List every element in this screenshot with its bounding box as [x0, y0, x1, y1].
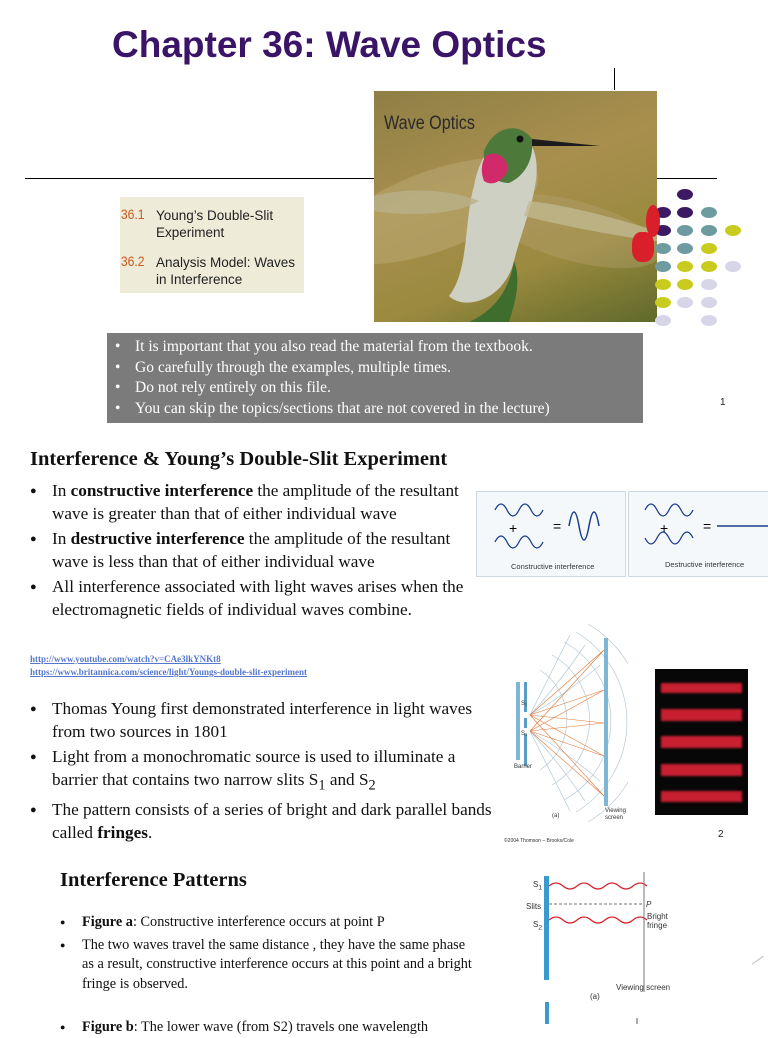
figure-sub-label: (a) [590, 992, 600, 1001]
barrier-label: Barrier [514, 764, 533, 770]
dot [655, 243, 671, 254]
toc-label: Young’s Double-Slit [156, 208, 274, 223]
dot [677, 189, 693, 200]
dot [701, 261, 717, 272]
bullet-text: and S [325, 769, 369, 789]
constructive-interference-figure [476, 491, 626, 577]
dot [701, 279, 717, 290]
subscript: 2 [538, 924, 543, 932]
slit-letter: S [533, 880, 539, 889]
toc-number: 36.1 [120, 207, 145, 222]
bullet-text: the amplitude of the resultant wave is greater than that of either individual wave [52, 481, 459, 523]
page-number: 2 [718, 829, 724, 840]
point-p-label: P [646, 900, 652, 909]
bullet-young: ● Thomas Young first demonstrated interference in light waves from two sources in 1801 [30, 698, 500, 743]
fringe-pattern-photo [655, 669, 748, 815]
equals-sign: = [553, 518, 562, 534]
figure-caption: Constructive interference [511, 562, 595, 571]
bright-fringe-label-line: Bright [647, 912, 668, 921]
bullet-term: destructive interference [70, 529, 245, 548]
dot [677, 207, 693, 218]
plus-sign: + [509, 520, 518, 536]
subscript: 1 [318, 776, 326, 793]
bullet-term: constructive interference [70, 481, 254, 500]
bullet-destructive [30, 528, 490, 573]
viewing-screen-label-line: screen [605, 815, 624, 821]
bullet-text: : Constructive interference occurs at point P [132, 914, 385, 930]
bullet-text: Light from a monochromatic source is used to illuminate a barrier that contains two narrow slits S [52, 747, 456, 789]
toc-item-36-2 [120, 254, 295, 288]
dot [701, 297, 717, 308]
section-heading: Interference & Young’s Double-Slit Experiment [30, 448, 448, 470]
study-note: • It is important that you also read the material from the textbook. [115, 337, 643, 358]
hummingbird-photo [374, 91, 657, 322]
plus-sign: + [660, 520, 669, 536]
bullet-text: The pattern consists of a series of bright and dark parallel bands called [52, 800, 492, 842]
toc-item-36-1 [120, 207, 273, 241]
slits-point-p-figure [524, 872, 684, 1024]
slits-label: Slits [526, 902, 542, 911]
bullet-term: fringes [97, 822, 148, 842]
bullet-text: : The lower wave (from S2) travels one wavelength [133, 1019, 429, 1035]
bright-fringe [661, 736, 742, 748]
subscript: 1 [538, 884, 543, 892]
figure-caption: Destructive interference [665, 560, 745, 569]
photo-title: Wave Optics [384, 113, 475, 134]
bright-fringe [661, 683, 742, 693]
bullet-text: the amplitude of the resultant wave is less than that of either individual wave [52, 529, 451, 571]
study-notes-box [107, 333, 643, 423]
bright-fringe [661, 791, 742, 802]
bright-fringe [661, 709, 742, 721]
bullet-figure-a [60, 913, 480, 933]
bullet-same-distance: ● The two waves travel the same distance , they have the same phase as a result, constructive interference occurs at this point and a bright fringe is observed. [60, 936, 480, 995]
dot [725, 225, 741, 236]
red-accent-shape [632, 232, 654, 262]
bright-fringe-label-line: fringe [647, 921, 668, 930]
toc-label: in Interference [156, 272, 243, 287]
figure-sub-label: (a) [552, 813, 560, 819]
toc-label: Analysis Model: Waves [156, 255, 296, 270]
dot [677, 225, 693, 236]
toc-label: Experiment [156, 225, 225, 240]
slit-label-s2: S₂ [521, 731, 528, 737]
decorative-corner-mark [752, 956, 768, 980]
double-slit-barrier-figure [500, 610, 628, 846]
divider-horizontal-right [657, 178, 717, 179]
youtube-link[interactable]: http://www.youtube.com/watch?v=CAe3lkYNKt8 [30, 654, 221, 664]
chapter-contents-box [120, 197, 304, 293]
bright-fringe-label [647, 912, 668, 930]
equals-sign: = [703, 518, 712, 534]
slit-label-s2 [533, 920, 542, 932]
toc-number: 36.2 [120, 254, 145, 269]
viewing-screen-label [605, 808, 626, 822]
bullet-constructive [30, 480, 490, 525]
dot [655, 261, 671, 272]
dot [677, 261, 693, 272]
study-note: • Do not rely entirely on this file. [115, 378, 643, 399]
bullet-figure-b [60, 1018, 480, 1038]
bullet-text: In [52, 481, 71, 500]
slit-letter: S [533, 920, 539, 929]
dot [655, 297, 671, 308]
young-bullets [30, 698, 500, 844]
bullet-text: All interference associated with light waves arises when the electromagnetic fields of individual waves combine. [52, 577, 464, 619]
study-note: • You can skip the topics/sections that are not covered in the lecture) [115, 399, 643, 420]
dot [701, 225, 717, 236]
dot [655, 279, 671, 290]
bullet-text: In [52, 529, 71, 548]
dot [677, 279, 693, 290]
destructive-interference-figure [628, 491, 768, 577]
dot [725, 261, 741, 272]
figure-credit: ©2004 Thomson – Brooks/Cole [504, 838, 574, 844]
viewing-screen-label: Viewing screen [616, 983, 671, 992]
slit-label-s1 [533, 880, 542, 892]
bullet-fringes [30, 799, 500, 844]
interference-bullets [30, 480, 490, 621]
bright-fringe [661, 764, 742, 776]
dot [701, 315, 717, 326]
bullet-monochromatic [30, 746, 500, 796]
bullet-em-fields [30, 576, 490, 621]
subscript: 2 [368, 776, 376, 793]
britannica-link[interactable]: https://www.britannica.com/science/light/Youngs-double-slit-experiment [30, 667, 307, 677]
section-heading: Interference Patterns [60, 869, 247, 891]
slit-label-s1: S₁ [521, 701, 528, 707]
dot [677, 243, 693, 254]
dot [701, 207, 717, 218]
interference-pattern-bullets [60, 913, 480, 1038]
bullet-term: Figure b [82, 1019, 134, 1035]
divider-vertical-top [614, 68, 615, 90]
dot [701, 243, 717, 254]
viewing-screen-label-line: Viewing [605, 808, 626, 814]
bullet-text: . [147, 822, 153, 842]
dot [655, 315, 671, 326]
slide-title: Chapter 36: Wave Optics [112, 24, 547, 65]
dot [677, 297, 693, 308]
page-number: 1 [720, 397, 726, 408]
study-note: • Go carefully through the examples, multiple times. [115, 358, 643, 379]
bullet-term: Figure a [82, 914, 133, 930]
divider-horizontal-left [25, 178, 374, 179]
